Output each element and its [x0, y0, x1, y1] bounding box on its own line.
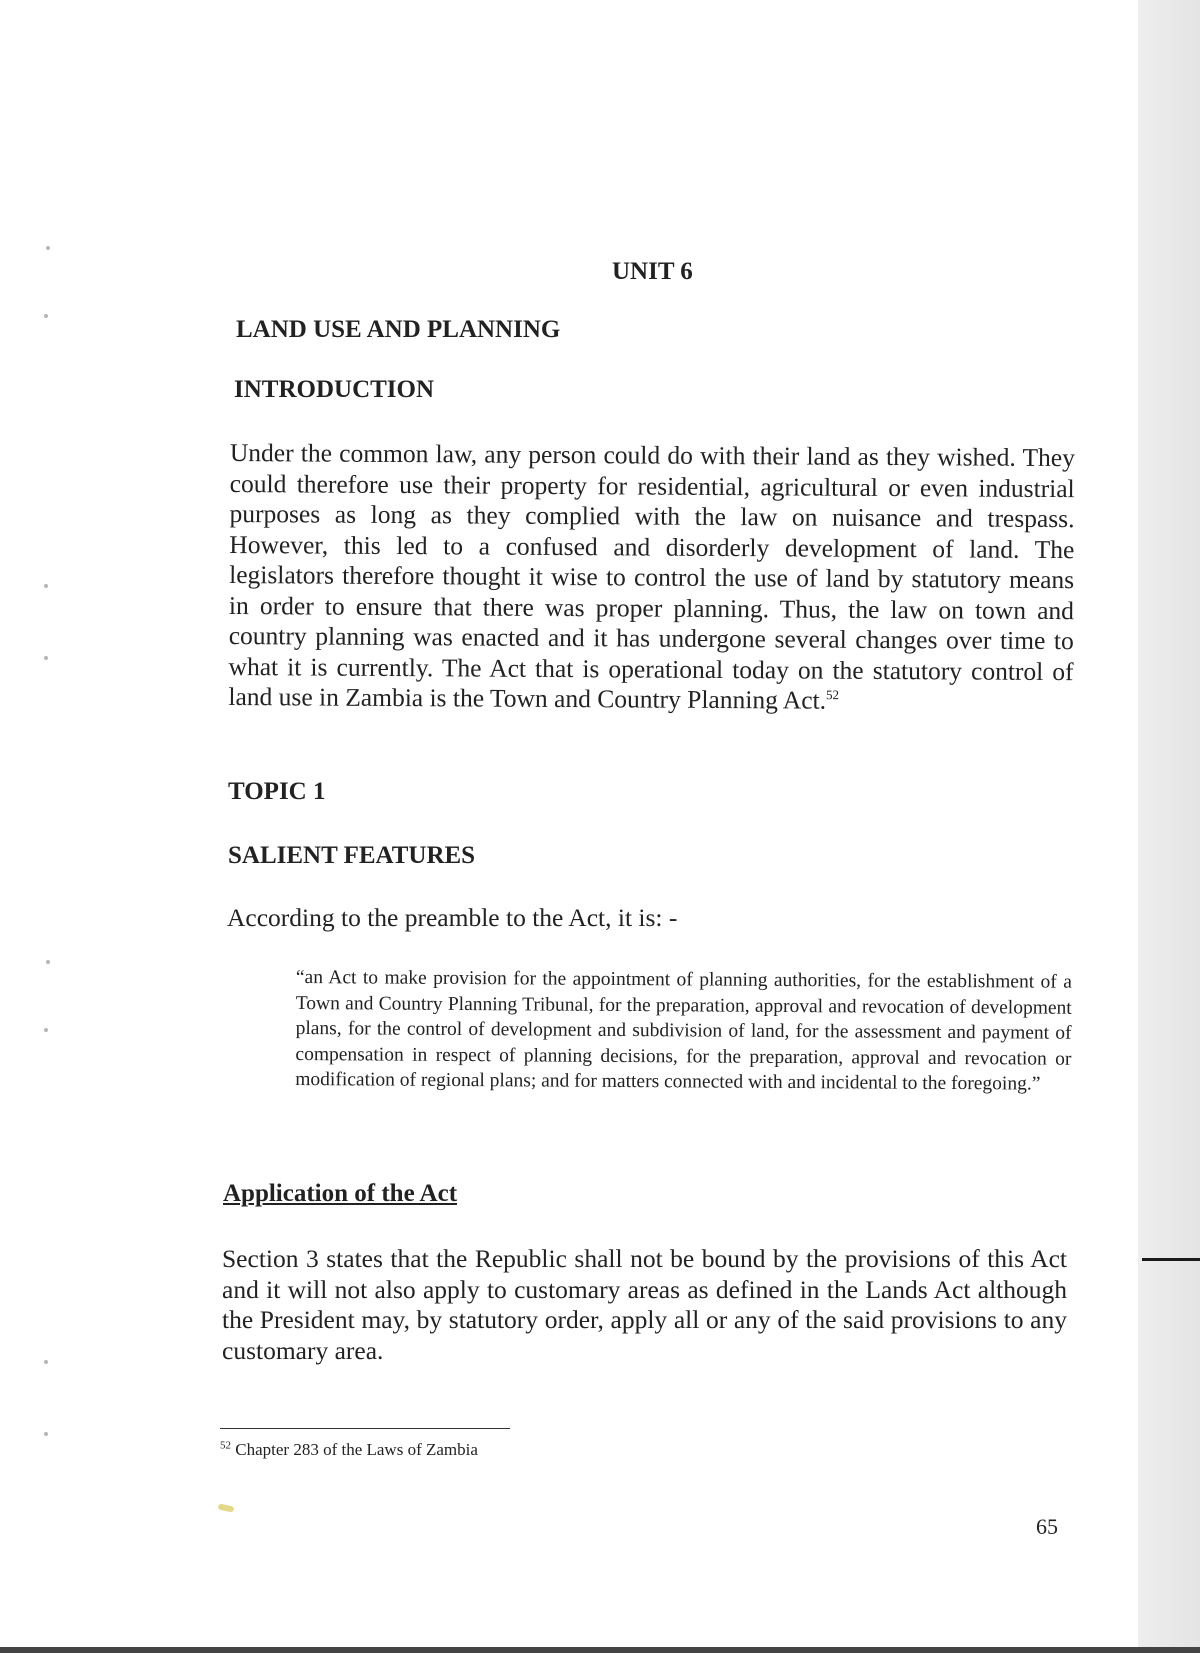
section3-paragraph: Section 3 states that the Republic shall not be bound by the provisions of this Act and it will not also apply to customary areas as defined in the Lands Act although the President may, by statutory order, apply all or any of the said provisions to any customary area. [222, 1244, 1067, 1365]
scan-smudge [218, 1503, 235, 1512]
scan-speck [44, 1028, 48, 1032]
footnote [220, 1440, 478, 1460]
scan-edge-mark [1142, 1258, 1200, 1261]
introduction-paragraph [228, 438, 1075, 718]
footnote-text: Chapter 283 of the Laws of Zambia [235, 1440, 478, 1459]
scan-speck [44, 584, 48, 588]
heading-salient-features: SALIENT FEATURES [228, 842, 476, 869]
heading-application-of-the-act: Application of the Act [223, 1180, 458, 1207]
preamble-quote: “an Act to make provision for the appointment of planning authorities, for the establishment of a Town and Country Planning Tribunal, for the preparation, approval and revocation of development plans, for the control of development and subdivision of land, for the assessment and payment of compensation in respect of planning decisions, for the preparation, approval and revocation or modification of regional plans; and for matters connected with and incidental to the foregoing.” [295, 966, 1072, 1095]
scan-speck [44, 656, 48, 660]
scan-right-edge [1138, 0, 1200, 1653]
footnote-number: 52 [220, 1439, 231, 1452]
page-number: 65 [1036, 1514, 1058, 1539]
unit-title: UNIT 6 [612, 258, 693, 285]
scan-speck [46, 960, 50, 964]
scan-speck [44, 1360, 48, 1364]
footnote-reference: 52 [826, 687, 840, 703]
scan-speck [44, 314, 48, 318]
footnote-rule [220, 1428, 510, 1429]
heading-introduction: INTRODUCTION [234, 376, 435, 403]
scan-speck [44, 1432, 48, 1436]
heading-land-use-and-planning: LAND USE AND PLANNING [236, 316, 561, 343]
preamble-intro-paragraph: According to the preamble to the Act, it is: - [227, 903, 678, 932]
heading-topic: TOPIC 1 [228, 778, 326, 805]
scan-speck [46, 246, 50, 250]
introduction-text: Under the common law, any person could do with their land as they wished. They could therefore use their property for residential, agricultural or even industrial purposes as long as they complied with the law on nuisance and trespass. However, this led to a confused and disorderly development of land. The legislators therefore thought it wise to control the use of land by statutory means in order to ensure that there was proper planning. Thus, the law on town and country planning was enacted and it has undergone several changes over time to what it is currently. The Act that is operational today on the statutory control of land use in Zambia is the Town and Country Planning Act. [228, 438, 1075, 715]
